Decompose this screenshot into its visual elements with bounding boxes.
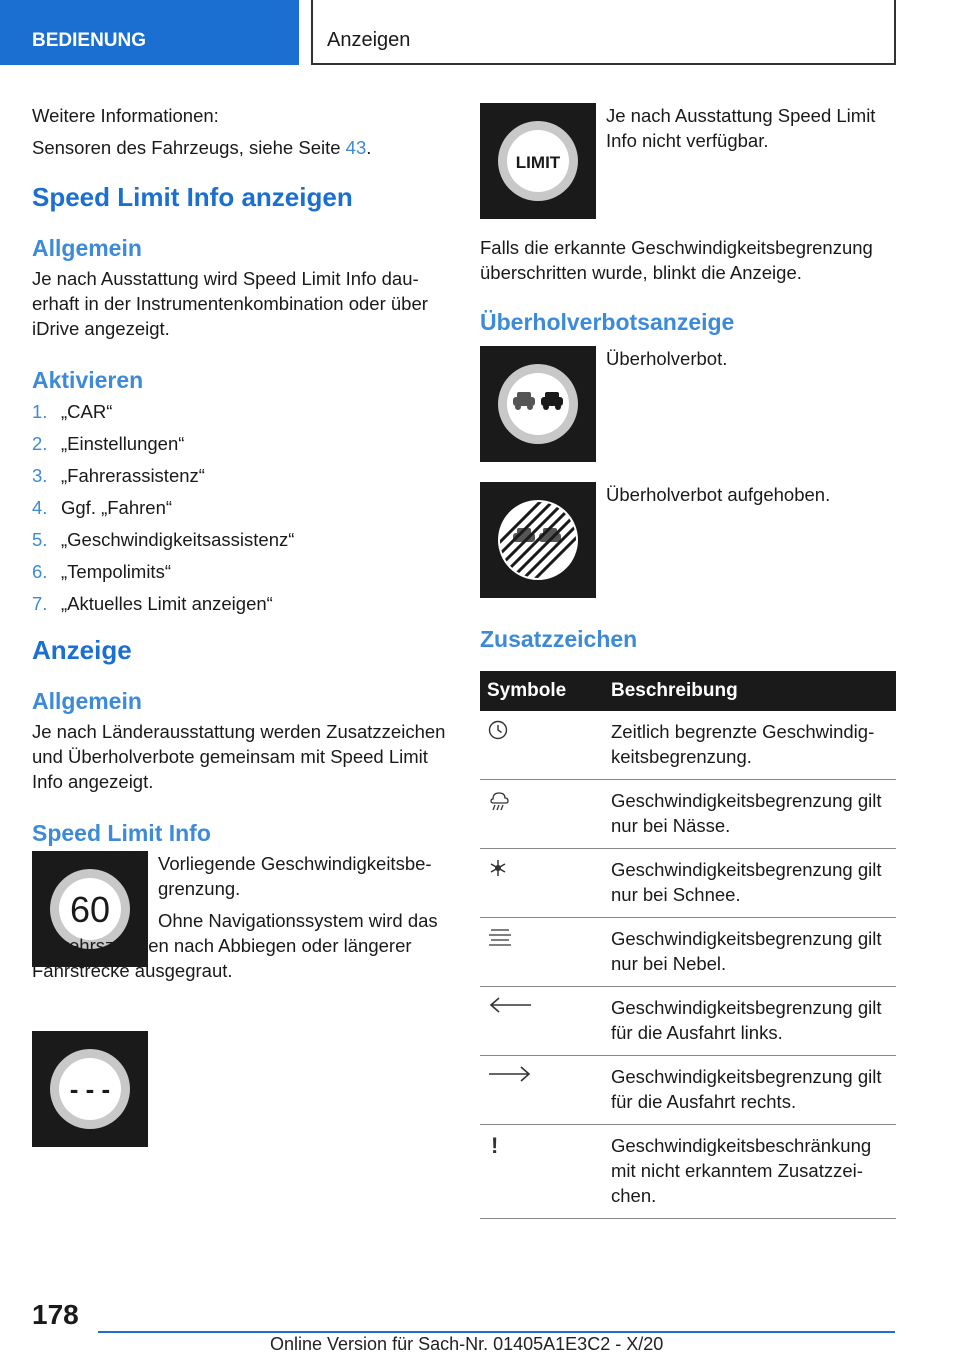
symbol-cell xyxy=(480,780,604,849)
step-text: „Geschwindigkeitsassistenz“ xyxy=(61,529,295,550)
arrow-left-icon xyxy=(487,995,533,1015)
symbol-cell xyxy=(480,711,604,780)
step-text: „Einstellungen“ xyxy=(61,433,185,454)
sensors-text: Sensoren des Fahrzeugs, siehe Seite xyxy=(32,137,346,158)
description-cell: Geschwindigkeitsbegrenzung gilt nur bei Nässe. xyxy=(604,780,896,849)
table-header-row xyxy=(480,671,896,711)
no-overtaking-icon xyxy=(495,361,581,447)
step-text: Ggf. „Fahren“ xyxy=(61,497,173,518)
paragraph-falls: Falls die erkannte Geschwindigkeitsbegrenzung überschritten wurde, blinkt die Anzeige. xyxy=(480,237,873,283)
step-item xyxy=(32,431,448,463)
table-row xyxy=(480,1056,896,1125)
symbol-cell xyxy=(480,1056,604,1125)
heading-ueberholverbotsanzeige: Überholverbotsanzeige xyxy=(480,309,735,335)
left-column xyxy=(32,103,448,1147)
speed-limit-60-value: 60 xyxy=(69,889,111,930)
step-number: 3. xyxy=(32,465,48,486)
figure-ueberholverbot-aufgehoben xyxy=(480,482,896,598)
exclamation-icon: ! xyxy=(491,1133,499,1158)
end-no-overtaking-sign xyxy=(480,482,596,598)
rain-icon xyxy=(487,788,511,812)
paragraph-vorliegende: Vorliegende Geschwindigkeitsbegrenzung. xyxy=(158,853,432,899)
heading-speed-limit-info: Speed Limit Info xyxy=(32,820,211,846)
paragraph-ohne-navigation: Ohne Navigationssystem wird das Verkehrszeichen nach Abbiegen oder längerer Fahrstrecke ausgegraut. xyxy=(32,910,438,981)
description-cell: Zeitlich begrenzte Geschwindigkeitsbegrenzung. xyxy=(604,711,896,780)
step-number: 7. xyxy=(32,593,48,614)
step-number: 5. xyxy=(32,529,48,550)
heading-allgemein-2: Allgemein xyxy=(32,688,142,714)
limit-icon xyxy=(495,118,581,204)
figure-speed-limit-unavailable xyxy=(32,1031,448,1147)
description-cell: Geschwindigkeitsbegrenzung gilt nur bei Nebel. xyxy=(604,918,896,987)
column-header-beschreibung: Beschreibung xyxy=(604,671,896,711)
step-item xyxy=(32,527,448,559)
speed-limit-dashes-icon xyxy=(47,1046,133,1132)
step-item xyxy=(32,559,448,591)
step-item xyxy=(32,495,448,527)
symbol-cell xyxy=(480,1125,604,1219)
step-text: „Fahrerassistenz“ xyxy=(61,465,205,486)
section-tab xyxy=(0,0,299,65)
step-item xyxy=(32,399,448,431)
footer-divider xyxy=(98,1331,895,1333)
clock-icon xyxy=(487,719,509,741)
step-number: 2. xyxy=(32,433,48,454)
limit-sign-text: LIMIT xyxy=(515,153,561,172)
figure-limit-unavailable xyxy=(480,103,896,219)
table-row xyxy=(480,1125,896,1219)
heading-allgemein-1: Allgemein xyxy=(32,235,142,261)
step-text: „Aktuelles Limit anzeigen“ xyxy=(61,593,273,614)
step-text: „Tempolimits“ xyxy=(61,561,171,582)
zusatzzeichen-table xyxy=(480,671,896,1219)
section-title: BEDIENUNG xyxy=(32,30,147,51)
end-no-overtaking-icon xyxy=(495,497,581,583)
speed-limit-grey-sign xyxy=(32,1031,148,1147)
paragraph-ueberholverbot-aufgehoben: Überholverbot aufgehoben. xyxy=(606,484,831,505)
table-row xyxy=(480,849,896,918)
arrow-right-icon xyxy=(487,1064,533,1084)
page-number: 178 xyxy=(32,1299,79,1330)
table-row xyxy=(480,780,896,849)
chapter-tab xyxy=(311,0,896,65)
speed-limit-dashes-value: - - - xyxy=(69,1074,111,1104)
paragraph-limit: Je nach Ausstattung Speed Limit Info nicht verfügbar. xyxy=(606,105,876,151)
table-row xyxy=(480,918,896,987)
limit-sign xyxy=(480,103,596,219)
no-overtaking-sign xyxy=(480,346,596,462)
right-column xyxy=(480,103,896,1219)
table-row xyxy=(480,711,896,780)
step-number: 4. xyxy=(32,497,48,518)
heading-speed-limit-info-anzeigen: Speed Limit Info anzeigen xyxy=(32,182,353,212)
table-row xyxy=(480,987,896,1056)
step-text: „CAR“ xyxy=(61,401,113,422)
paragraph-allgemein-1: Je nach Ausstattung wird Speed Limit Info dauerhaft in der Instrumentenkombination oder über iDrive angezeigt. xyxy=(32,268,428,339)
paragraph-allgemein-2: Je nach Länderausstattung werden Zusatzzeichen und Überholverbote gemeinsam mit Speed Limit Info angezeigt. xyxy=(32,721,446,792)
figure-speed-limit-60 xyxy=(32,851,448,1001)
symbol-cell xyxy=(480,918,604,987)
heading-anzeige: Anzeige xyxy=(32,635,132,665)
step-number: 1. xyxy=(32,401,48,422)
symbol-cell xyxy=(480,987,604,1056)
fog-icon xyxy=(487,926,513,948)
paragraph-ueberholverbot: Überholverbot. xyxy=(606,348,728,369)
sensors-end: . xyxy=(366,137,372,158)
description-cell: Geschwindigkeitsbegrenzung gilt für die Ausfahrt rechts. xyxy=(604,1056,896,1125)
online-version-note: Online Version für Sach-Nr. 01405A1E3C2 - X/20 xyxy=(270,1334,664,1354)
description-cell: Geschwindigkeitsbegrenzung gilt für die Ausfahrt links. xyxy=(604,987,896,1056)
column-header-symbole: Symbole xyxy=(480,671,604,711)
step-item xyxy=(32,591,448,623)
description-cell: Geschwindigkeitsbegrenzung gilt nur bei Schnee. xyxy=(604,849,896,918)
symbol-cell xyxy=(480,849,604,918)
sensors-reference xyxy=(32,135,448,160)
page-link-43[interactable]: 43 xyxy=(345,137,367,158)
figure-ueberholverbot xyxy=(480,346,896,462)
activation-steps xyxy=(32,399,448,623)
snowflake-icon xyxy=(487,857,509,879)
heading-aktivieren: Aktivieren xyxy=(32,367,144,393)
chapter-title: Anzeigen xyxy=(327,29,411,51)
heading-zusatzzeichen: Zusatzzeichen xyxy=(480,626,638,652)
step-number: 6. xyxy=(32,561,48,582)
info-label: Weitere Informationen: xyxy=(32,105,219,126)
description-cell: Geschwindigkeitsbeschränkung mit nicht erkanntem Zusatzzeichen. xyxy=(604,1125,896,1219)
step-item xyxy=(32,463,448,495)
